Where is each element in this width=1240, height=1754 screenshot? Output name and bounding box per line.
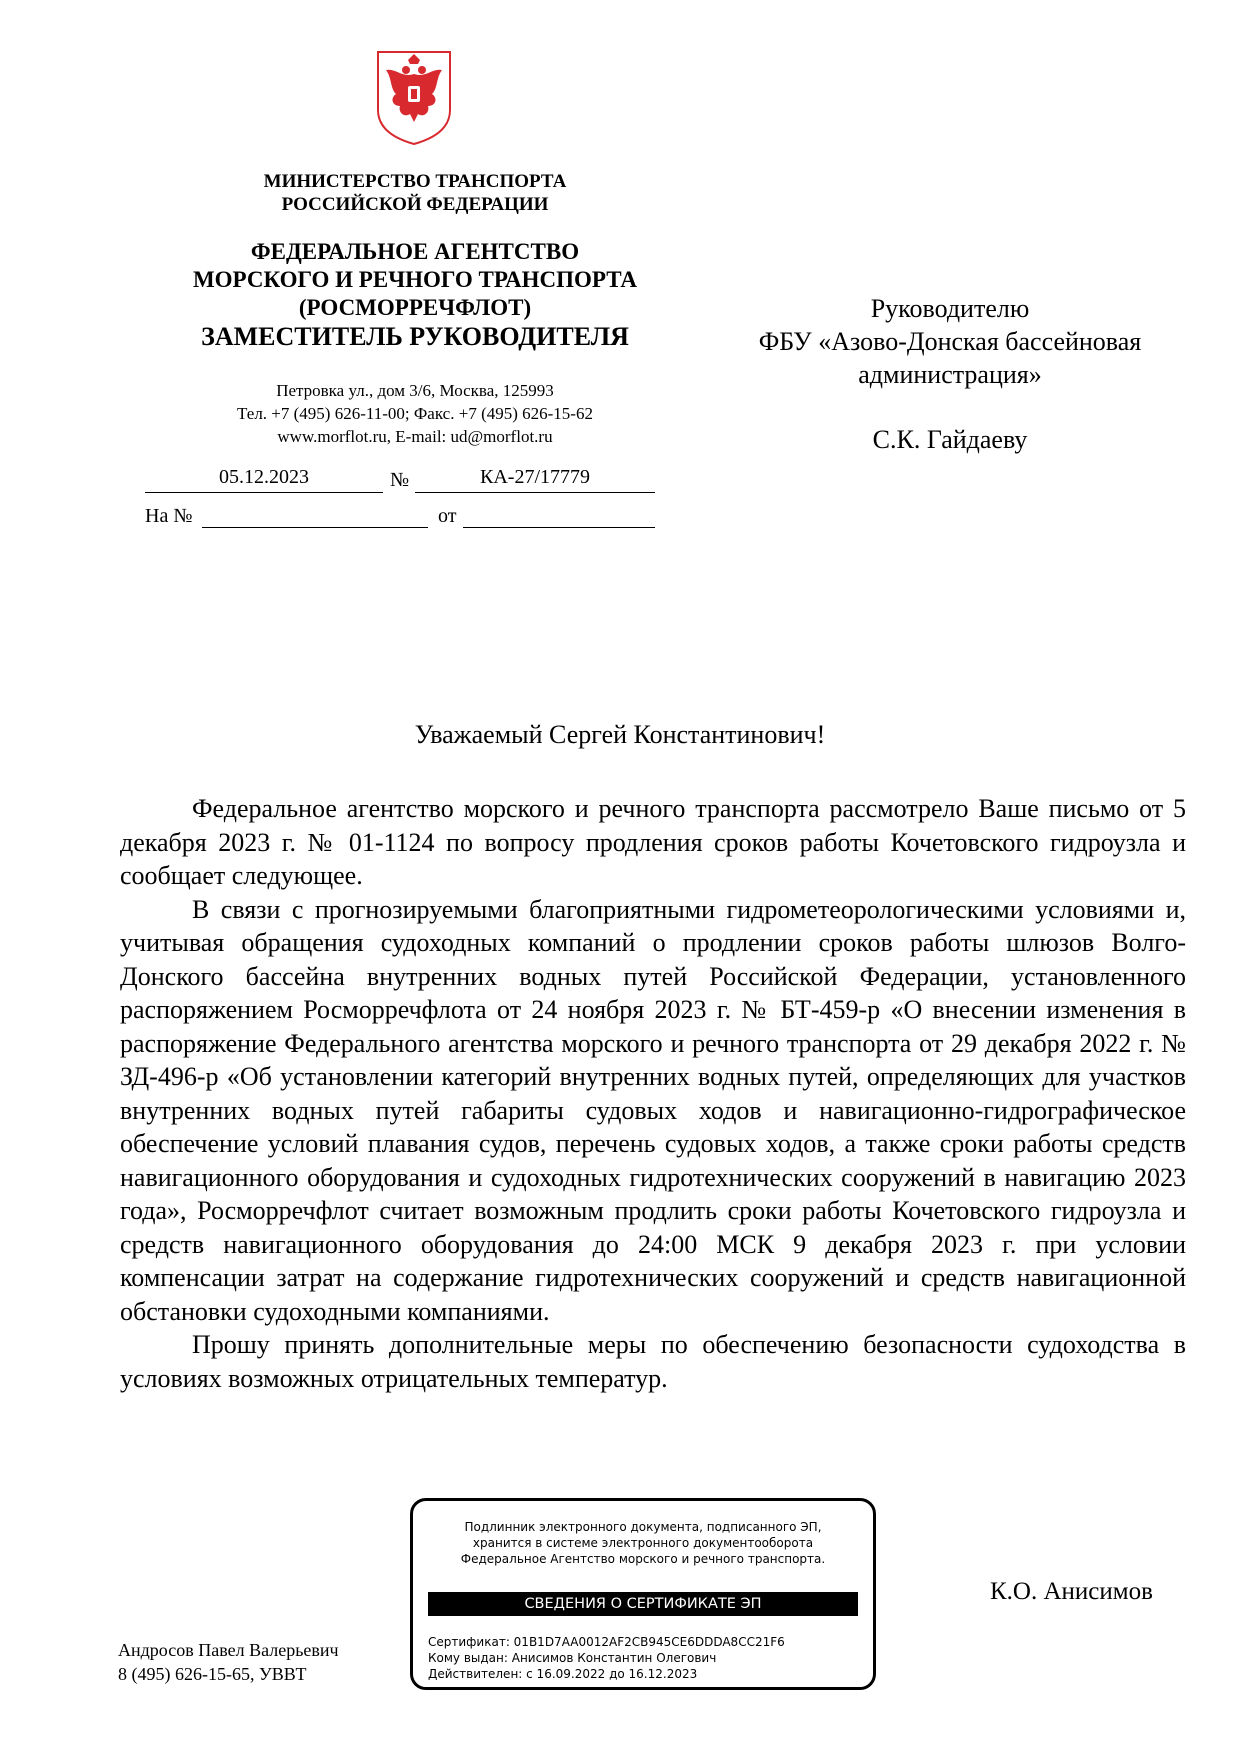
executor-info <box>118 1638 339 1686</box>
stamp-certificate-details <box>428 1634 785 1682</box>
executor-contact: 8 (495) 626-15-65, УВВТ <box>118 1664 307 1684</box>
agency-contacts <box>130 379 700 448</box>
addressee-line-1: Руководителю <box>870 294 1030 323</box>
agency-name <box>130 238 700 322</box>
salutation: Уважаемый Сергей Константинович! <box>414 720 826 749</box>
letter-body <box>120 792 1186 1395</box>
ministry-line-2: РОССИЙСКОЙ ФЕДЕРАЦИИ <box>281 194 549 215</box>
agency-web-email: www.morflot.ru, E-mail: ud@morflot.ru <box>277 427 553 446</box>
certificate-serial: Сертификат: 01B1D7AA0012AF2CB945CE6DDDA8CC21F6 <box>428 1635 785 1649</box>
incoming-date-underline <box>463 526 655 528</box>
executor-name: Андросов Павел Валерьевич <box>118 1640 339 1660</box>
addressee-line-3: администрация» <box>858 360 1042 389</box>
agency-line-2: МОРСКОГО И РЕЧНОГО ТРАНСПОРТА <box>192 267 638 292</box>
addressee-block <box>720 292 1180 456</box>
body-paragraph-3: Прошу принять дополнительные меры по обеспечению безопасности судоходства в условиях возможных отрицательных температур. <box>120 1330 1186 1393</box>
agency-line-1: ФЕДЕРАЛЬНОЕ АГЕНТСТВО <box>250 239 580 264</box>
outgoing-date: 05.12.2023 <box>219 466 309 488</box>
body-paragraph-1: Федеральное агентство морского и речного транспорта рассмотрело Ваше письмо от 5 декабря 2023 г. № 01-1124 по вопросу продления сроков работы Кочетовского гидроузла и сообщает следующее. <box>120 794 1186 890</box>
stamp-note-line-2: хранится в системе электронного документооборота <box>472 1536 814 1550</box>
stamp-note-line-1: Подлинник электронного документа, подписанного ЭП, <box>464 1520 822 1534</box>
agency-line-3: (РОСМОРРЕЧФЛОТ) <box>298 295 532 320</box>
date-underline <box>145 491 383 493</box>
coat-of-arms-emblem <box>372 48 456 148</box>
on-no-label: На № <box>145 505 193 527</box>
certificate-owner: Кому выдан: Анисимов Константин Олегович <box>428 1651 717 1665</box>
incoming-number-underline <box>202 526 428 528</box>
deputy-title: ЗАМЕСТИТЕЛЬ РУКОВОДИТЕЛЯ <box>201 322 629 351</box>
agency-address: Петровка ул., дом 3/6, Москва, 125993 <box>276 381 554 400</box>
stamp-note <box>423 1519 863 1567</box>
signer-name: К.О. Анисимов <box>990 1578 1153 1605</box>
ministry-name <box>180 170 650 216</box>
outgoing-number: КА-27/17779 <box>480 466 590 488</box>
from-label: от <box>438 505 457 527</box>
stamp-certificate-title: СВЕДЕНИЯ О СЕРТИФИКАТЕ ЭП <box>428 1592 858 1616</box>
addressee-line-2: ФБУ «Азово-Донская бассейновая <box>758 327 1142 356</box>
ministry-line-1: МИНИСТЕРСТВО ТРАНСПОРТА <box>263 171 567 192</box>
body-paragraph-2: В связи с прогнозируемыми благоприятными гидрометеорологическими условиями и, учитывая обращения судоходных компаний о продлении сроков работы шлюзов Волго-Донского бассейна внутренних водных путей Российской Федерации, установленного распоряжением Росморречфлота от 24 ноября 2023 г. № БТ-459-р «О внесении изменения в распоряжение Федерального агентства морского и речного транспорта от 29 декабря 2022 г. № ЗД-496-р «Об установлении категорий внутренних водных путей, определяющих для участков внутренних водных путей габариты судовых ходов и навигационно-гидрографическое обеспечение условий плавания судов, перечень судовых ходов, а также сроки работы средств навигационного оборудования и судоходных гидротехнических сооружений в навигацию 2023 года», Росморречфлот считает возможным продлить сроки работы Кочетовского гидроузла и средств навигационного оборудования до 24:00 МСК 9 декабря 2023 г. при условии компенсации затрат на содержание гидротехнических сооружений и средств навигационной обстановки судоходными компаниями. <box>120 894 1186 1326</box>
certificate-validity: Действителен: с 16.09.2022 до 16.12.2023 <box>428 1667 698 1681</box>
e-signature-stamp <box>410 1498 876 1690</box>
addressee-name: С.К. Гайдаеву <box>872 425 1028 454</box>
stamp-note-line-3: Федеральное Агентство морского и речного транспорта. <box>460 1552 826 1566</box>
number-underline <box>415 491 655 493</box>
number-sign: № <box>390 469 410 491</box>
agency-phones: Тел. +7 (495) 626-11-00; Факс. +7 (495) 626-15-62 <box>237 404 593 423</box>
